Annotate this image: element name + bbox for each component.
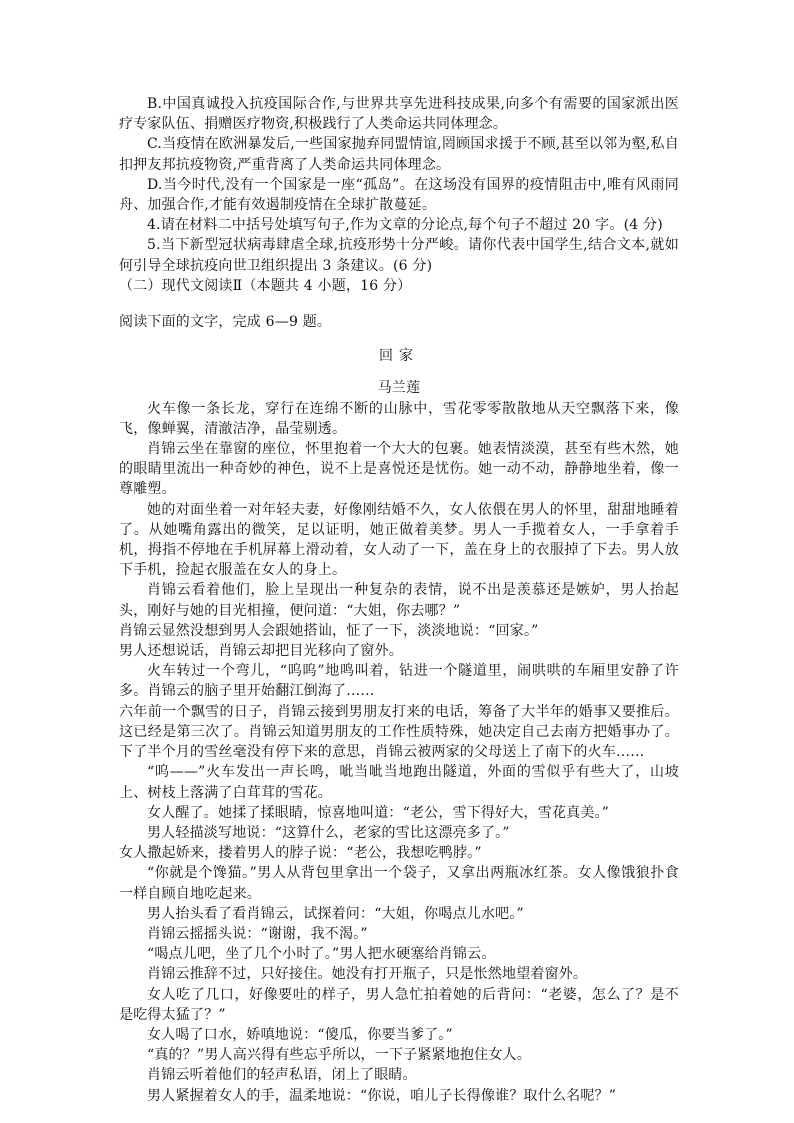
option-d: D.当今时代,没有一个国家是一座“孤岛”。在这场没有国界的疫情阻击中,唯有风雨同舟、加强合作,才能有效遏制疫情在全球扩散蔓延。: [119, 176, 679, 214]
story-body: [119, 399, 679, 1106]
story-paragraph: 火车转过一个弯儿，“呜呜”地鸣叫着，钻进一个隧道里，闹哄哄的车厢里安静了许多。肖锦云的脑子里开始翻江倒海了……: [119, 663, 679, 700]
reading-instruction: 阅读下面的文字，完成 6—9 题。: [119, 314, 332, 331]
story-paragraph: 肖锦云看着他们，脸上呈现出一种复杂的表情，说不出是羡慕还是嫉妒，男人抬起头，刚好与她的目光相撞，便问道：“大姐，你去哪？”: [119, 582, 679, 619]
story-paragraph: 肖锦云坐在靠窗的座位，怀里抱着一个大大的包裹。她表情淡漠，甚至有些木然，她的眼睛里流出一种奇妙的神色，说不上是喜悦还是忧伤。她一动不动，静静地坐着，像一尊雕塑。: [119, 441, 679, 498]
story-paragraph: 女人醒了。她揉了揉眼睛，惊喜地叫道：“老公，雪下得好大，雪花真美。”: [147, 804, 610, 821]
story-paragraph: 她的对面坐着一对年轻夫妻，好像刚结婚不久，女人依偎在男人的怀里，甜甜地睡着了。从她嘴角露出的微笑，足以证明，她正做着美梦。男人一手揽着女人，一手拿着手机，拇指不停地在手机屏幕上滑动着，女人动了一下，盖在身上的衣服掉了下去。男人放下手机，捡起衣服盖在女人的身上。: [119, 501, 679, 579]
story-paragraph: 男人轻描淡写地说：“这算什么，老家的雪比这漂亮多了。”: [147, 824, 510, 841]
story-paragraph: 男人还想说话，肖锦云却把目光移向了窗外。: [119, 643, 403, 660]
story-paragraph: 肖锦云听着他们的轻声私语，闭上了眼睛。: [147, 1067, 417, 1084]
story-paragraph: 肖锦云摇摇头说：“谢谢，我不渴。”: [147, 925, 368, 942]
story-paragraph: 男人紧握着女人的手，温柔地说：“你说，咱儿子长得像谁？取什么名呢？”: [147, 1087, 617, 1104]
story-paragraph: 男人抬头看了看肖锦云，试探着问：“大姐，你喝点儿水吧。”: [147, 905, 524, 922]
story-paragraph: 肖锦云推辞不过，只好接住。她没有打开瓶子，只是怅然地望着窗外。: [147, 966, 588, 983]
story-title: 回家: [379, 348, 419, 365]
story-paragraph: “喝点儿吧，坐了几个小时了。”男人把水硬塞给肖锦云。: [147, 946, 496, 963]
story-paragraph: “呜——”火车发出一声长鸣，呲当呲当地跑出隧道，外面的雪似乎有些大了，山坡上、树枝上落满了白茸茸的雪花。: [119, 764, 679, 801]
story-author: 马兰莲: [377, 380, 421, 397]
question-5: 5.当下新型冠状病毒肆虐全球,抗疫形势十分严峻。请你代表中国学生,结合文本,就如何引导全球抗疫向世卫组织提出 3 条建议。(6 分): [119, 237, 679, 274]
option-b: B.中国真诚投入抗疫国际合作,与世界共享先进科技成果,向多个有需要的国家派出医疗专家队伍、捐赠医疗物资,积极践行了人类命运共同体理念。: [119, 96, 679, 133]
story-paragraph: “真的？”男人高兴得有些忘乎所以，一下子紧紧地抱住女人。: [147, 1047, 531, 1064]
question-4: 4.请在材料二中括号处填写句子,作为文章的分论点,每个句子不超过 20 字。(4 分): [147, 217, 663, 234]
story-paragraph: 火车像一条长龙，穿行在连绵不断的山脉中，雪花零零散散地从天空飘落下来，像飞，像蝉翼，清澈洁净，晶莹剔透。: [119, 400, 679, 437]
option-c: C.当疫情在欧洲暴发后,一些国家抛弃同盟情谊,罔顾国求援于不顾,甚至以邻为壑,私自扣押友邦抗疫物资,严重背离了人类命运共同体理念。: [119, 136, 679, 173]
story-paragraph: “你就是个馋猫。”男人从背包里拿出一个袋子，又拿出两瓶冰红茶。女人像饿狼扑食一样自顾自地吃起来。: [119, 865, 679, 902]
document-body: [119, 94, 679, 1106]
story-paragraph: 六年前一个飘雪的日子，肖锦云接到男朋友打来的电话，筹备了大半年的婚事又要推后。这已经是第三次了。肖锦云知道男朋友的工作性质特殊，她决定自己去南方把婚事办了。下了半个月的雪丝毫没有停下来的意思，肖锦云被两家的父母送上了南下的火车……: [119, 703, 679, 761]
story-paragraph: 肖锦云显然没想到男人会跟她搭讪，怔了一下，淡淡地说：“回家。”: [119, 622, 539, 639]
story-paragraph: 女人喝了口水，娇嗔地说：“傻瓜，你要当爹了。”: [147, 1026, 453, 1043]
section-heading: （二）现代文阅读Ⅱ（本题共 4 小题，16 分）: [119, 277, 412, 294]
story-paragraph: 女人吃了几口，好像要吐的样子，男人急忙拍着她的后背问：“老婆，怎么了？是不是吃得太猛了？”: [119, 986, 679, 1023]
story-paragraph: 女人撒起娇来，搂着男人的脖子说：“老公，我想吃鸭脖。”: [119, 845, 482, 862]
